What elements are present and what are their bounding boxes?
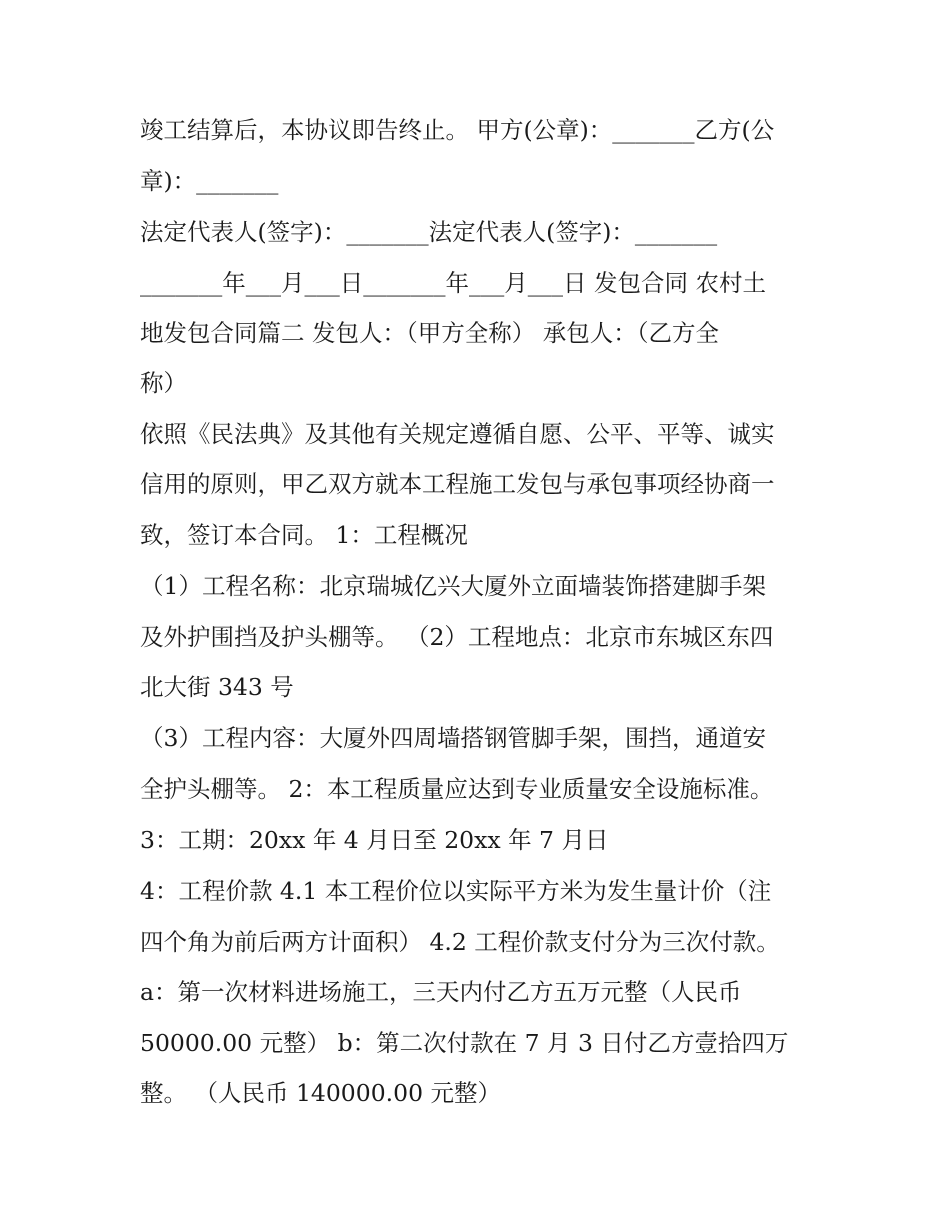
text-line: 竣工结算后，本协议即告终止。 甲方(公章)：_______乙方(公 xyxy=(140,116,775,144)
text-line: 北大街 343 号 xyxy=(140,673,294,701)
text-line: 称） xyxy=(140,369,187,397)
text-line: 信用的原则，甲乙双方就本工程施工发包与承包事项经协商一 xyxy=(140,470,775,498)
text-line: 4：工程价款 4.1 本工程价位以实际平方米为发生量计价（注 xyxy=(140,877,772,905)
text-line: 致，签订本合同。 1：工程概况 xyxy=(140,521,468,549)
text-line: 50000.00 元整） b：第二次付款在 7 月 3 日付乙方壹拾四万 xyxy=(140,1029,789,1057)
text-line: 依照《民法典》及其他有关规定遵循自愿、公平、平等、诚实 xyxy=(140,420,775,448)
text-line: 3：工期：20xx 年 4 月日至 20xx 年 7 月日 xyxy=(140,826,609,854)
text-line: 法定代表人(签字)：_______法定代表人(签字)：_______ xyxy=(140,218,718,246)
text-line: 整。 （人民币 140000.00 元整） xyxy=(140,1079,501,1107)
text-line: a：第一次材料进场施工，三天内付乙方五万元整（人民币 xyxy=(140,978,742,1006)
text-line: 及外护围挡及护头棚等。 （2）工程地点：北京市东城区东四 xyxy=(140,623,774,651)
text-line: 全护头棚等。 2：本工程质量应达到专业质量安全设施标准。 xyxy=(140,775,774,803)
text-line: 章)：_______ xyxy=(140,167,279,195)
text-line: _______年___月___日_______年___月___日 发包合同 农村土 xyxy=(140,269,766,297)
text-line: 四个角为前后两方计面积） 4.2 工程价款支付分为三次付款。 xyxy=(140,928,780,956)
text-line: 地发包合同篇二 发包人：（甲方全称） 承包人：（乙方全 xyxy=(140,319,719,347)
text-line: （1）工程名称：北京瑞城亿兴大厦外立面墙装饰搭建脚手架 xyxy=(140,572,766,600)
text-line: （3）工程内容：大厦外四周墙搭钢管脚手架，围挡，通道安 xyxy=(140,724,766,752)
